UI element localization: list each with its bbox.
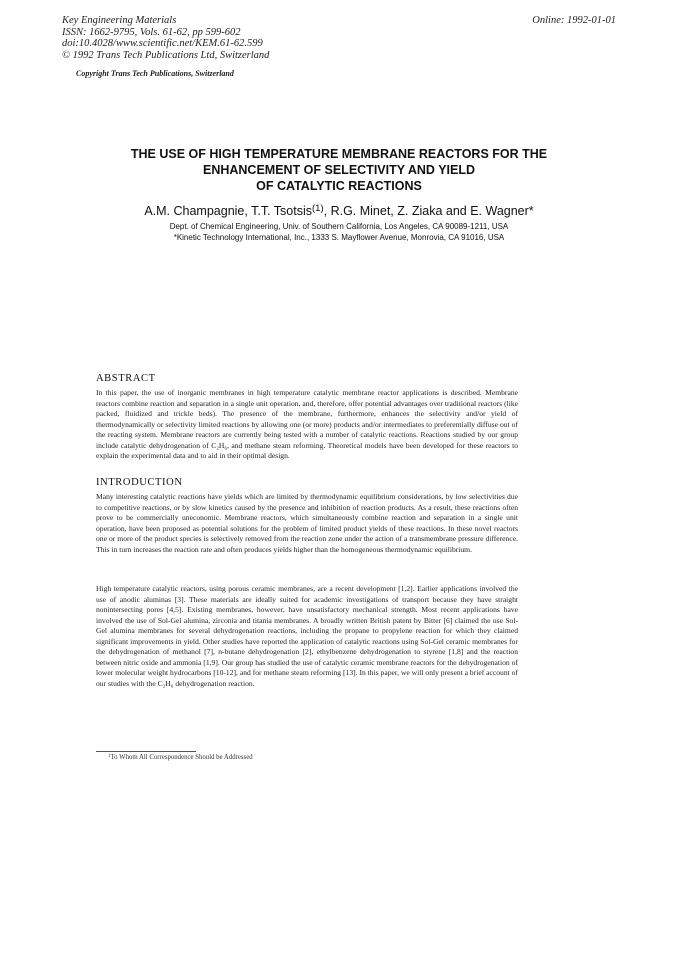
footnote-divider xyxy=(96,751,196,752)
journal-doi[interactable]: doi:10.4028/www.scientific.net/KEM.61-62.599 xyxy=(62,38,263,49)
paper-title xyxy=(60,146,618,194)
affiliation-primary: Dept. of Chemical Engineering, Univ. of Southern California, Los Angeles, CA 90089-1211, USA xyxy=(169,222,509,231)
journal-info xyxy=(62,15,269,61)
publisher-copyright: Copyright Trans Tech Publications, Switzerland xyxy=(76,69,234,78)
authors-part-2: , R.G. Minet, Z. Ziaka and E. Wagner* xyxy=(323,204,534,218)
title-line: ENHANCEMENT OF SELECTIVITY AND YIELD xyxy=(202,163,475,177)
online-date: Online: 1992-01-01 xyxy=(532,15,616,26)
author-list xyxy=(60,203,618,218)
abstract-heading: ABSTRACT xyxy=(96,373,156,384)
authors-part-1: A.M. Champagnie, T.T. Tsotsis xyxy=(144,204,312,218)
footnote xyxy=(108,754,253,761)
introduction-paragraph: Many interesting catalytic reactions have yields which are limited by thermodynamic equilibrium considerations, by low selectivities due to competitive reactions, or by slow kinetics caused by the presence and inhibition of reaction products. As a result, these reactions often prove to be commercially uneconomic. Membrane reactors, which simultaneously combine reaction and separation in a single unit operation, have been proposed as potential solutions for the problem of limited product yields of these reactions. In these novel reactors one or more of the product species is selectively removed from the reaction zone under the action of a transmembrane pressure difference. This in turn increases the reaction rate and often produces yields higher than the homogeneous thermodynamic equilibrium. xyxy=(96,492,518,554)
footnote-marker: 1 xyxy=(108,754,111,759)
title-line: OF CATALYTIC REACTIONS xyxy=(256,179,422,193)
journal-issn: ISSN: 1662-9795, Vols. 61-62, pp 599-602 xyxy=(62,26,241,38)
abstract-text: In this paper, the use of inorganic membranes in high temperature catalytic membrane reactor applications is described. Membrane reactors combine reaction and separation in a single unit operation, and, therefore, offer potential advantages over traditional reactors (like packed, fluidized and trickle beds). The presence of the membrane, furthermore, enhances the selectivity and/or yield of thermodynamically or selectivity limited reactions by allowing one (or more) products and/or intermediates to preferentially diffuse out of the reacting system. Membrane reactors are currently being tested with a number of catalytic reactions. Reactions studied by our group include catalytic dehydrogenation of C₂H₆, and methane steam reforming. Theoretical models have been developed for these reactors to explain the experimental data and to aid in their optimal design. xyxy=(96,388,518,460)
affiliation-secondary: *Kinetic Technology International, Inc., 1333 S. Mayflower Avenue, Monrovia, CA 91016, USA xyxy=(173,233,505,242)
footnote-text: To Whom All Correspondence Should be Addressed xyxy=(110,754,253,761)
journal-name: Key Engineering Materials xyxy=(62,15,177,26)
title-line: THE USE OF HIGH TEMPERATURE MEMBRANE REACTORS FOR THE xyxy=(130,147,548,161)
correspondence-marker: (1) xyxy=(312,203,324,214)
introduction-heading: INTRODUCTION xyxy=(96,477,183,488)
introduction-paragraph: High temperature catalytic reactors, using porous ceramic membranes, are a recent development [1,2]. Earlier applications involved the use of anodic aluminas [3]. These materials are ideally suited for academic investigations of transport because they have straight nonintersecting pores [4,5]. Existing membranes, however, have unsatisfactory mechanical strength. Most recent applications have involved the use of Sol-Gel alumina, zirconia and titania membranes. A broadly written British patent by Bitter [6] claimed the use Sol-Gel alumina membranes for several dehydrogenation reactions, including the propane to propylene reaction for which they claimed significant improvements in yield. Other studies have reported the application of catalytic reactions using Sol-Gel ceramic membranes for the dehydrogenation of methanol [7], n-butane dehydrogenation [2], ethylbenzene dehydrogenation to styrene [1,8] and the reaction between nitric oxide and ammonia [1,9]. Our group has studied the use of catalytic ceramic membrane reactors for the dehydrogenation of lower molecular weight hydrocarbons [10-12], and for methane steam reforming [13]. In this paper, we will only present a brief account of our studies with the C₂H₆ dehydrogenation reaction. xyxy=(96,584,518,688)
journal-copyright: © 1992 Trans Tech Publications Ltd, Switzerland xyxy=(62,49,270,61)
